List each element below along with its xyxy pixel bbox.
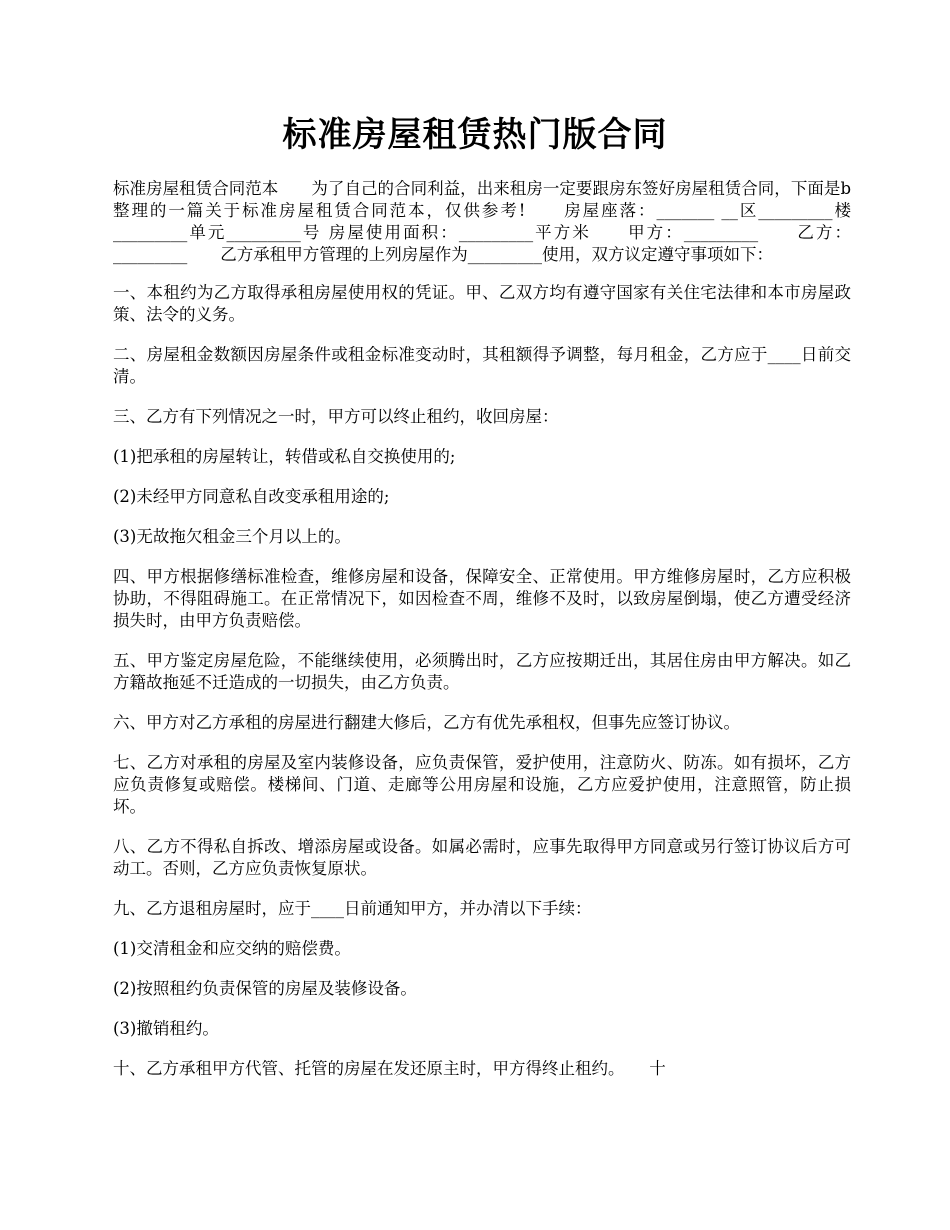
clause-5: 五、甲方鉴定房屋危险，不能继续使用，必须腾出时，乙方应按期迁出，其居住房由甲方解决。如乙方籍故拖延不迁造成的一切损失，由乙方负责。	[113, 651, 851, 692]
clause-3: 三、乙方有下列情况之一时，甲方可以终止租约，收回房屋：	[113, 407, 559, 426]
clause-3-item-3: (3)无故拖欠租金三个月以上的。	[113, 527, 351, 546]
document-title: 标准房屋租赁热门版合同	[282, 115, 668, 155]
clause-8: 八、乙方不得私自拆改、增添房屋或设备。如属必需时，应事先取得甲方同意或另行签订协议后方可动工。否则，乙方应负责恢复原状。	[113, 837, 851, 878]
clause-10: 十、乙方承租甲方代管、托管的房屋在发还原主时，甲方得终止租约。 十	[113, 1059, 666, 1078]
clause-9: 九、乙方退租房屋时，应于____日前通知甲方，并办清以下手续：	[113, 899, 592, 918]
clause-3-item-1: (1)把承租的房屋转让，转借或私自交换使用的;	[113, 447, 456, 466]
clause-7: 七、乙方对承租的房屋及室内装修设备，应负责保管，爱护使用，注意防火、防冻。如有损坏，乙方应负责修复或赔偿。楼梯间、门道、走廊等公用房屋和设施，乙方应爱护使用，注意照管，防止损坏。	[113, 753, 851, 816]
clause-9-item-1: (1)交清租金和应交纳的赔偿费。	[113, 939, 351, 958]
clause-9-item-2: (2)按照租约负责保管的房屋及装修设备。	[113, 979, 417, 998]
clause-4: 四、甲方根据修缮标准检查，维修房屋和设备，保障安全、正常使用。甲方维修房屋时，乙方应积极协助，不得阻碍施工。在正常情况下，如因检查不周，维修不及时，以致房屋倒塌，使乙方遭受经济损失时，由甲方负责赔偿。	[113, 567, 851, 630]
clause-1: 一、本租约为乙方取得承租房屋使用权的凭证。甲、乙双方均有遵守国家有关住宅法律和本市房屋政策、法令的义务。	[113, 283, 851, 324]
clause-3-item-2: (2)未经甲方同意私自改变承租用途的;	[113, 487, 390, 506]
clause-9-item-3: (3)撤销租约。	[113, 1019, 219, 1038]
clause-6: 六、甲方对乙方承租的房屋进行翻建大修后，乙方有优先承租权，但事先应签订协议。	[113, 713, 740, 732]
intro-paragraph: 标准房屋租赁合同范本 为了自己的合同利益，出来租房一定要跟房东签好房屋租赁合同，下面是b整理的一篇关于标准房屋租赁合同范本，仅供参考! 房屋座落：_______ __区_________楼_________单元_________号 房屋使用面积：_________平方米 甲方：_________ 乙方：_________ 乙方承租甲方管理的上列房屋作为_________使用，双方议定遵守事项如下：	[113, 179, 851, 264]
clause-2: 二、房屋租金数额因房屋条件或租金标准变动时，其租额得予调整，每月租金，乙方应于____日前交清。	[113, 345, 851, 386]
document-body	[113, 178, 851, 1080]
